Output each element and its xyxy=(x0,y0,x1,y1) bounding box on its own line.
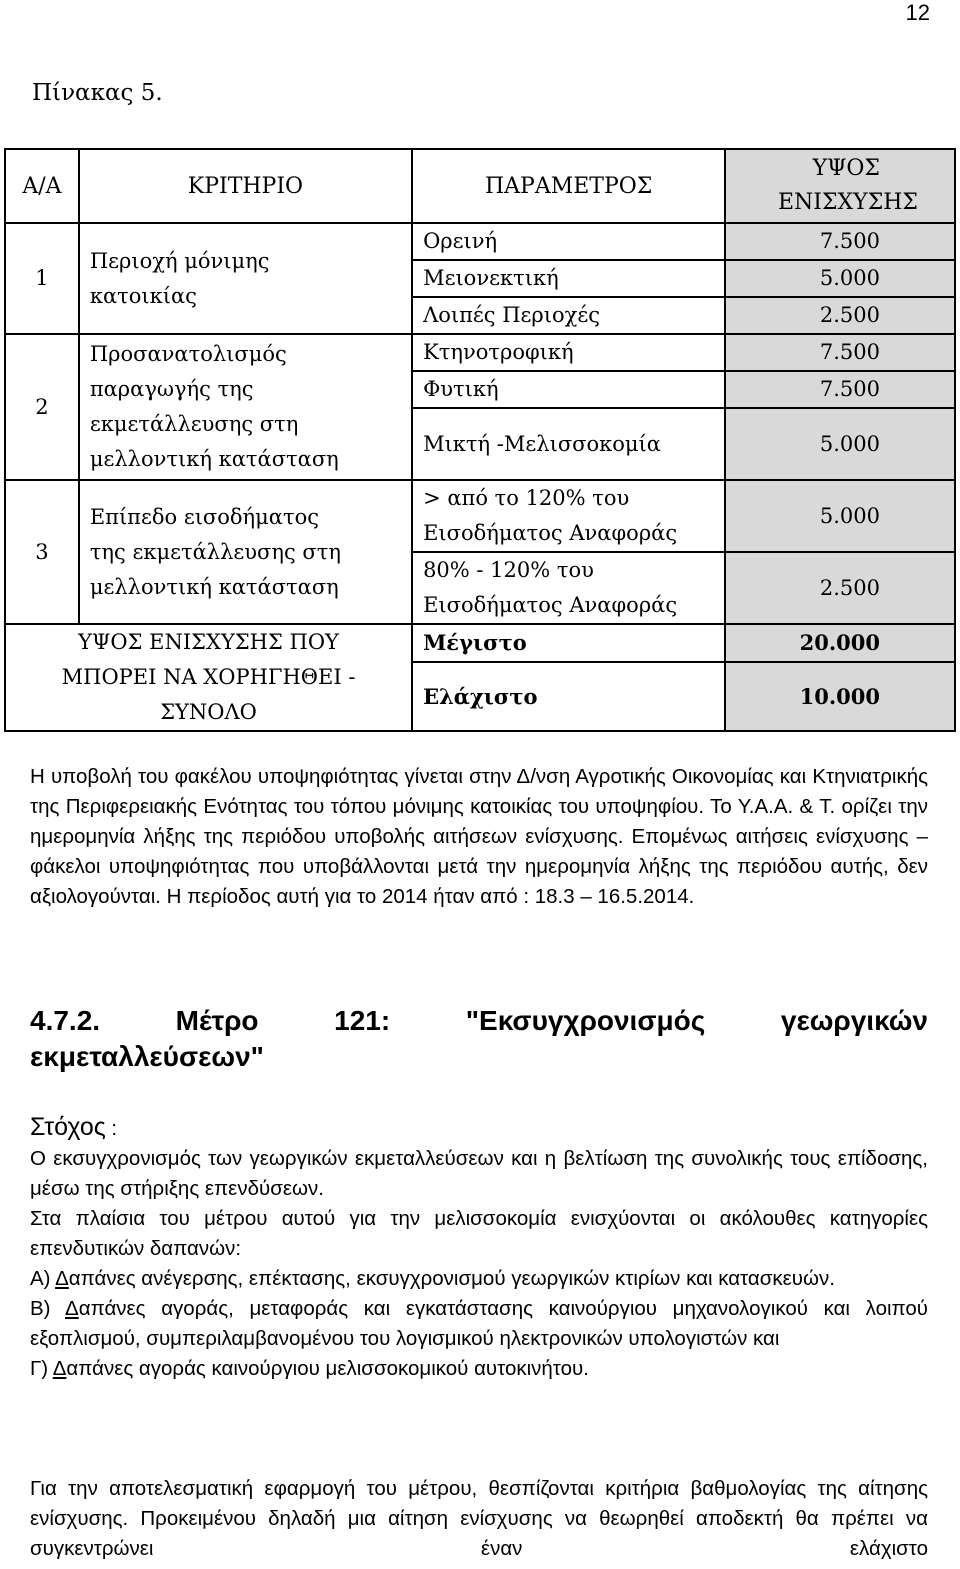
amount-cell: 7.500 xyxy=(725,371,955,408)
list-item xyxy=(30,1294,928,1354)
goal-label: Στόχος xyxy=(30,1113,106,1141)
header-parameter: ΠΑΡΑΜΕΤΡΟΣ xyxy=(412,149,725,223)
item-text: απάνες ανέγερσης, επέκτασης, εκσυγχρονισμού γεωργικών κτιρίων και κατασκευών. xyxy=(68,1267,835,1290)
amount-cell: 5.000 xyxy=(725,480,955,552)
submission-paragraph xyxy=(30,762,928,912)
parameter-line: 80% - 120% του xyxy=(423,558,594,582)
paragraph-text: Η υποβολή του φακέλου υποψηφιότητας γίνεται στην Δ/νση Αγροτικής Οικονομίας και Κτηνιατρικής της Περιφερειακής Ενότητας του τόπου μόνιμης κατοικίας του υποψηφίου. Το Υ.Α.Α. & Τ. ορίζει την ημερομηνία λήξης της περιόδου υποβολής αιτήσεων ενίσχυσης. Επομένως αιτήσεις ενίσχυσης – φάκελοι υποψηφιότητας που υποβάλλονται μετά την ημερομηνία λήξης της περιόδου αυτής, δεν αξιολογούνται. Η περίοδος αυτή για το 2014 ήταν από : 18.3 – 16.5.2014. xyxy=(30,765,928,908)
criterion-line: Επίπεδο εισοδήματος xyxy=(89,504,319,529)
parameter-line: > από το 120% του xyxy=(423,486,630,510)
table-caption: Πίνακας 5. xyxy=(32,80,163,106)
max-value: 20.000 xyxy=(725,624,955,662)
goal-heading xyxy=(30,1112,928,1144)
criterion-line: μελλοντική κατάσταση xyxy=(89,447,339,471)
total-label-cell xyxy=(5,624,412,731)
row-number: 3 xyxy=(5,480,79,624)
intro-text: Στα πλαίσια του μέτρου αυτού για την μελισσοκομία ενισχύονται οι ακόλουθες κατηγορίες επενδυτικών δαπανών: xyxy=(30,1207,928,1260)
support-amount-table xyxy=(4,148,956,732)
goal-section xyxy=(30,1112,928,1384)
criterion-line: της εκμετάλλευσης στη xyxy=(89,539,341,564)
criterion-cell xyxy=(79,223,412,334)
parameter-line: Εισοδήματος Αναφοράς xyxy=(423,521,678,545)
table-header-row xyxy=(5,149,955,223)
parameter-cell xyxy=(412,552,725,624)
closing-text: Για την αποτελεσματική εφαρμογή του μέτρου, θεσπίζονται κριτήρια βαθμολογίας της αίτησης ενίσχυσης. Προκειμένου δηλαδή μια αίτηση ενίσχυσης να θεωρηθεί αποδεκτή θα πρέπει να συγκεντρώνει έναν ελάχιστο xyxy=(30,1477,928,1560)
table-row xyxy=(5,334,955,371)
criterion-line: Περιοχή μόνιμης xyxy=(89,248,270,273)
list-item xyxy=(30,1354,928,1384)
parameter-cell: Μικτή -Μελισσοκομία xyxy=(412,408,725,480)
item-text: απάνες αγοράς καινούργιου μελισσοκομικού αυτοκινήτου. xyxy=(66,1357,589,1380)
item-text: απάνες αγοράς, μεταφοράς και εγκατάστασης καινούργιου μηχανολογικού και λοιπού εξοπλισμού, συμπεριλαμβανομένου του λογισμικού ηλεκτρονικών υπολογιστών και xyxy=(30,1297,928,1350)
criterion-line: παραγωγής της xyxy=(89,377,254,401)
criterion-line: κατοικίας xyxy=(89,283,197,308)
min-label: Ελάχιστο xyxy=(412,662,725,731)
table-row xyxy=(5,223,955,260)
heading-line-2: εκμεταλλεύσεων" xyxy=(30,1041,264,1072)
criterion-line: μελλοντική κατάσταση xyxy=(89,574,339,599)
amount-cell: 2.500 xyxy=(725,297,955,334)
heading-line-1: 4.7.2. Μέτρο 121: "Εκσυγχρονισμός γεωργικών xyxy=(30,1005,928,1036)
amount-cell: 7.500 xyxy=(725,334,955,371)
goal-text: Ο εκσυγχρονισμός των γεωργικών εκμεταλλεύσεων και η βελτίωση της συνολικής τους επίδοσης, μέσω της στήριξης επενδύσεων. xyxy=(30,1147,928,1200)
item-initial: Δ xyxy=(55,1267,69,1290)
table-row xyxy=(5,480,955,552)
total-row xyxy=(5,624,955,662)
amount-cell: 5.000 xyxy=(725,260,955,297)
goal-colon: : xyxy=(105,1118,117,1140)
header-criterion: ΚΡΙΤΗΡΙΟ xyxy=(79,149,412,223)
header-aa: Α/Α xyxy=(5,149,79,223)
page-number: 12 xyxy=(905,0,930,25)
closing-paragraph xyxy=(30,1474,928,1564)
item-prefix: Α) xyxy=(30,1267,56,1290)
parameter-cell: Μειονεκτική xyxy=(412,260,725,297)
criterion-line: εκμετάλλευσης στη xyxy=(89,412,299,436)
row-number: 1 xyxy=(5,223,79,334)
total-label-line: ΥΨΟΣ ΕΝΙΣΧΥΣΗΣ ΠΟΥ xyxy=(78,630,339,654)
amount-cell: 7.500 xyxy=(725,223,955,260)
parameter-cell: Λοιπές Περιοχές xyxy=(412,297,725,334)
parameter-cell xyxy=(412,480,725,552)
parameter-cell: Κτηνοτροφική xyxy=(412,334,725,371)
row-number: 2 xyxy=(5,334,79,480)
parameter-cell: Ορεινή xyxy=(412,223,725,260)
max-label: Μέγιστο xyxy=(412,624,725,662)
header-amount-line1: ΥΨΟΣ xyxy=(812,156,880,181)
criterion-line: Προσανατολισμός xyxy=(89,342,287,366)
header-amount-line2: ΕΝΙΣΧΥΣΗΣ xyxy=(777,190,918,215)
item-initial: Δ xyxy=(52,1357,67,1380)
parameter-line: Εισοδήματος Αναφοράς xyxy=(423,593,678,617)
parameter-cell: Φυτική xyxy=(412,371,725,408)
min-value: 10.000 xyxy=(725,662,955,731)
header-amount xyxy=(725,149,955,223)
criterion-cell xyxy=(79,334,412,480)
list-item xyxy=(30,1264,928,1294)
amount-cell: 5.000 xyxy=(725,408,955,480)
criterion-cell xyxy=(79,480,412,624)
amount-cell: 2.500 xyxy=(725,552,955,624)
item-prefix: Β) xyxy=(30,1297,66,1320)
total-label-line: ΣΥΝΟΛΟ xyxy=(160,700,257,724)
section-heading xyxy=(30,1003,928,1075)
item-prefix: Γ) xyxy=(30,1357,53,1380)
item-initial: Δ xyxy=(65,1297,79,1320)
total-label-line: ΜΠΟΡΕΙ ΝΑ ΧΟΡΗΓΗΘΕΙ - xyxy=(61,665,356,689)
